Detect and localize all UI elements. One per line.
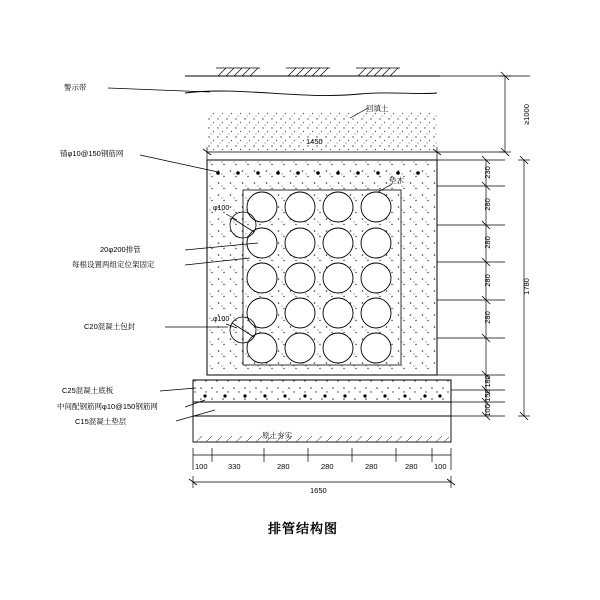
dim-chain-4: 280 [365,462,378,471]
dim-chain-2: 280 [277,462,290,471]
dim-chain-1: 330 [228,462,241,471]
dim-right-5: 180 [482,375,492,388]
label-fix-note: 每根设置两组定位架固定 [72,260,155,269]
label-gravel: 垫木 [389,176,404,185]
dim-right-2: 280 [482,236,492,249]
label-compacted: 原土夯实 [262,431,292,440]
dim-text-top-width: 1450 [306,137,323,146]
ground-line-group [185,68,440,76]
label-mesh-top: 锚φ10@150钢筋网 [60,149,124,158]
base-slab [193,380,451,442]
dim-chain-3: 280 [321,462,334,471]
dim-chain-0: 100 [195,462,208,471]
label-phi100-lower: φ100 [213,316,230,323]
dim-chain-5: 280 [405,462,418,471]
dim-right-0: 230 [482,166,492,179]
label-c25: C25混凝土底板 [62,386,114,395]
label-pipe-count: 20φ200排管 [100,245,141,254]
label-mesh-bottom: 中间配钢筋网φ10@150钢筋网 [57,402,158,411]
dim-right-4: 280 [482,311,492,324]
label-c20: C20混凝土包封 [84,322,136,331]
label-backfill: 回填土 [366,104,389,113]
dim-text-bottom-width: 1650 [310,486,327,495]
dim-cover-depth: ≥1000 [521,104,531,125]
dim-right-3: 280 [482,274,492,287]
label-c15: C15混凝土垫层 [75,417,127,426]
dim-right-6: 150 [482,389,492,402]
drawing-title: 排管结构图 [268,521,339,536]
warning-tape-line [185,91,437,96]
label-warning-tape: 警示带 [64,83,87,92]
label-phi100-upper: φ100 [213,205,230,212]
dim-chain-6: 100 [434,462,447,471]
dim-total-height: 1780 [521,278,531,295]
dim-right-1: 280 [482,198,492,211]
dim-right-7: 100 [482,404,492,417]
